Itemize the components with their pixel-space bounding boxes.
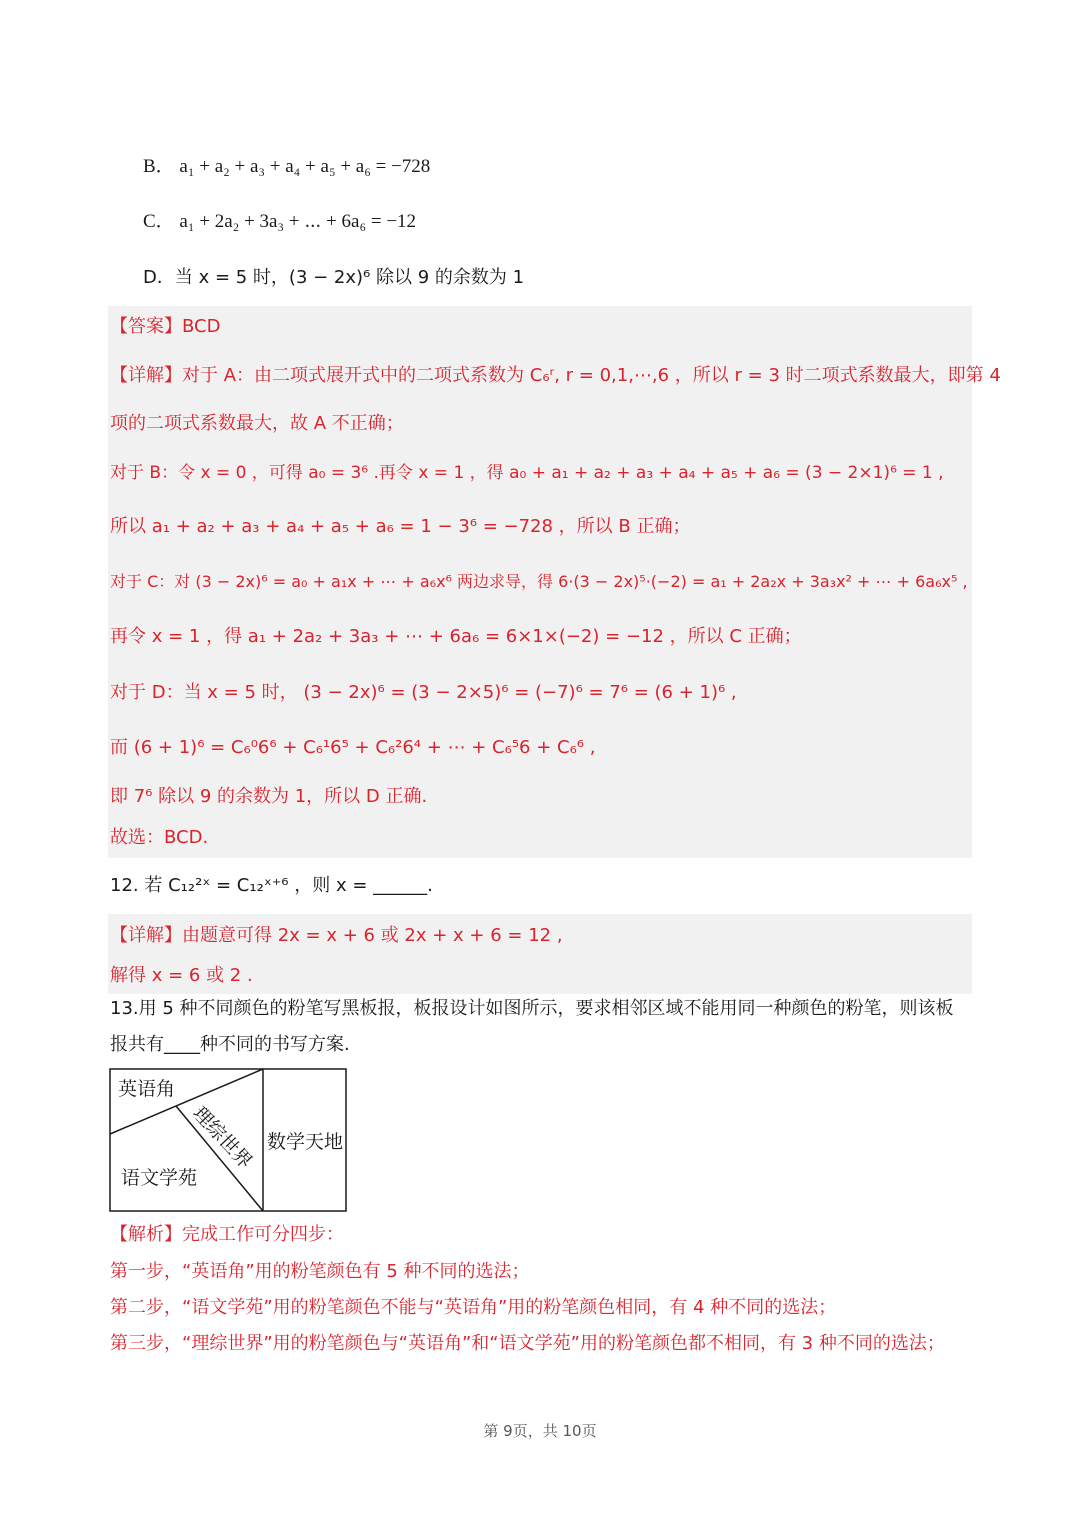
q12-detail: 【详解】由题意可得 2x = x + 6 或 2x + x + 6 = 12 ,	[110, 925, 563, 946]
q13-question-line-1: 13.用 5 种不同颜色的粉笔写黑板报，板报设计如图所示，要求相邻区域不能用同一种颜色的粉笔，则该板	[110, 998, 954, 1019]
q12-question: 12. 若 C₁₂²ˣ = C₁₂ˣ⁺⁶ ，则 x = ______.	[110, 875, 433, 896]
q13-step-3: 第三步，“理综世界”用的粉笔颜色与“英语角”和“语文学苑”用的粉笔颜色都不相同，有 3 种不同的选法；	[110, 1333, 945, 1354]
q11-answer: 【答案】BCD	[110, 316, 221, 337]
q11-c-line-2: 再令 x = 1 ，得 a₁ + 2a₂ + 3a₃ + ⋯ + 6a₆ = 6×1×(−2) = −12 ，所以 C 正确；	[110, 626, 802, 647]
q13-step-1: 第一步，“英语角”用的粉笔颜色有 5 种不同的选法；	[110, 1261, 530, 1282]
option-c: C． a₁ + 2a₂ + 3a₃ + ⋯ + 6a₆ = −12	[143, 211, 417, 232]
q12-result: 解得 x = 6 或 2 .	[110, 965, 253, 986]
option-b: B． a₁ + a₂ + a₃ + a₄ + a₅ + a₆ = −728	[143, 156, 431, 177]
region-math: 数学天地	[267, 1131, 344, 1153]
region-english: 英语角	[118, 1078, 176, 1100]
q11-d-line-2: 而 (6 + 1)⁶ = C₆⁰6⁶ + C₆¹6⁵ + C₆²6⁴ + ⋯ + C₆⁵6 + C₆⁶ ,	[110, 737, 596, 758]
blackboard-layout-diagram	[109, 1068, 347, 1212]
q11-c-line-1: 对于 C：对 (3 − 2x)⁶ = a₀ + a₁x + ⋯ + a₆x⁶ 两边求导，得 6·(3 − 2x)⁵·(−2) = a₁ + 2a₂x + 3a₃x² + ⋯ + 6a₆x⁵ ,	[110, 572, 968, 591]
page-footer: 第 9页，共 10页	[483, 1422, 597, 1440]
q11-conclusion: 故选：BCD.	[110, 827, 209, 848]
q13-step-2: 第二步，“语文学苑”用的粉笔颜色不能与“英语角”用的粉笔颜色相同，有 4 种不同的选法；	[110, 1297, 837, 1318]
option-d: D．当 x = 5 时，(3 − 2x)⁶ 除以 9 的余数为 1	[143, 267, 525, 288]
q11-b-line-2: 所以 a₁ + a₂ + a₃ + a₄ + a₅ + a₆ = 1 − 3⁶ = −728 ，所以 B 正确；	[110, 516, 691, 537]
q11-detail-line-2: 项的二项式系数最大，故 A 不正确；	[110, 413, 404, 434]
q13-question-line-2: 报共有____种不同的书写方案.	[110, 1034, 350, 1055]
q13-analysis: 【解析】完成工作可分四步：	[110, 1224, 344, 1245]
q11-detail-line-1: 【详解】对于 A：由二项式展开式中的二项式系数为 C₆ʳ, r = 0,1,⋯,6 ，所以 r = 3 时二项式系数最大，即第 4	[110, 365, 1001, 386]
region-science: 理综世界	[188, 1102, 257, 1174]
region-chinese: 语文学苑	[121, 1167, 198, 1189]
q11-b-line-1: 对于 B：令 x = 0 ，可得 a₀ = 3⁶ .再令 x = 1 ，得 a₀ + a₁ + a₂ + a₃ + a₄ + a₅ + a₆ = (3 − 2×1)⁶ = 1 ,	[110, 463, 944, 483]
q11-d-line-1: 对于 D：当 x = 5 时， (3 − 2x)⁶ = (3 − 2×5)⁶ = (−7)⁶ = 7⁶ = (6 + 1)⁶ ,	[110, 682, 737, 703]
q11-d-line-3: 即 7⁶ 除以 9 的余数为 1，所以 D 正确.	[110, 786, 428, 807]
